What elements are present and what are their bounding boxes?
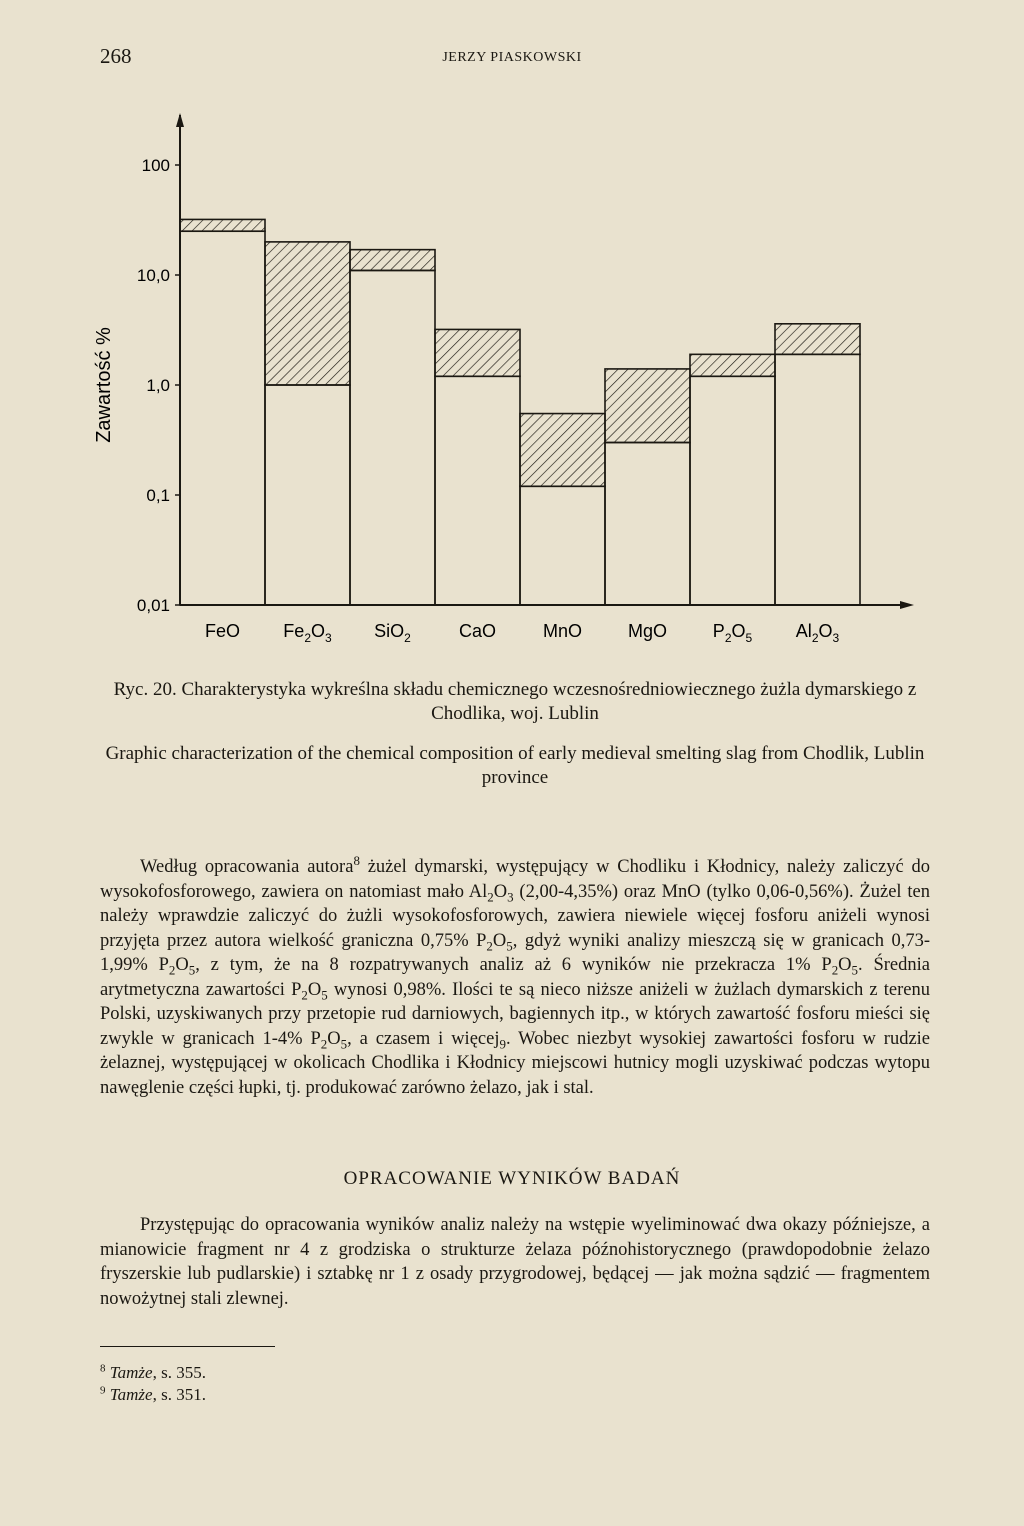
footnote-ref-8: 8 bbox=[353, 852, 360, 868]
x-tick-label: MnO bbox=[542, 621, 583, 641]
footnote-8: $^8$ Tamże, s. 355. bbox=[100, 1362, 206, 1382]
footnote-9: $^9$ Tamże, s. 351. bbox=[100, 1384, 206, 1404]
y-axis-label: Zawartość % bbox=[93, 327, 115, 443]
bar-range bbox=[775, 324, 860, 355]
page-number: 268 bbox=[100, 44, 132, 68]
y-tick-label: 0,01 bbox=[136, 596, 170, 615]
x-tick-label: CaO bbox=[458, 621, 497, 641]
body-paragraph-1: Według opracowania autora$^8$ żużel dymarski, występujący w Chodliku i Kłodnicy, należy zaliczyć do wysokofosforowego, zawiera on natomiast mało $Al_2O_3$ (2,00-4,35%) oraz MnO (tylko 0,06-0,56%). Żużel ten należy wprawdzie zaliczyć do żużli wysokofosforowych, zawiera niewiele więcej fosforu aniżeli wynosi przyjęta przez autora wielkość graniczna 0,75% $P_2O_5$, gdyż wyniki analizy mieszczą się w granicach 0,73-1,99% $P_2O_5$, z tym, że na 8 rozpatrywanych analiz aż 6 wyników nie przekracza 1% $P_2O_5$. Średnia arytmetyczna zawartości $P_2O_5$ wynosi 0,98%. Ilości te są nieco niższe aniżeli w żużlach dymarskich z terenu Polski, uzyskiwanych przy przetopie rud darniowych, bagiennych itp., w których zawartość fosforu mieści się zwykle w granicach 1-4% $P_2O_5$, a czasem i więcej$_9$. Wobec niezbyt wysokiej zawartości fosforu w rudzie żelaznej, występującej w okolicach Chodlika i Kłodnicy miejscowi hutnicy mogli uzyskiwać podczas wytopu nawęglenie części łupki, tj. produkować zarówno żelazo, jak i stal. bbox=[100, 852, 931, 1098]
x-axis-arrow bbox=[900, 601, 914, 609]
x-tick-label: MgO bbox=[627, 621, 668, 641]
bar-min bbox=[690, 376, 775, 605]
bar-range bbox=[690, 354, 775, 376]
y-tick-label: 10,0 bbox=[136, 266, 170, 285]
x-tick-label: $P_2O_5$ bbox=[712, 621, 753, 645]
footnote-divider bbox=[100, 1346, 275, 1347]
y-tick-label: 100 bbox=[141, 156, 170, 175]
y-tick-label: 1,0 bbox=[146, 376, 170, 395]
bar-min bbox=[180, 231, 265, 605]
y-tick-label: 0,1 bbox=[146, 486, 170, 505]
bar-min bbox=[435, 376, 520, 605]
bar-range bbox=[520, 414, 605, 487]
figure-caption-english: Graphic characterization of the chemical composition of early medieval smelting slag from Chodlik, Lublin province bbox=[105, 743, 925, 788]
bar-range bbox=[180, 219, 265, 231]
figure-caption-polish: Ryc. 20. Charakterystyka wykreślna składu chemicznego wczesnośredniowiecznego żużla dymarskiego z Chodlika, woj. Lublin bbox=[113, 679, 917, 724]
x-tick-label: $Al_2O_3$ bbox=[795, 621, 840, 645]
body-paragraph-2: Przystępując do opracowania wyników analiz należy na wstępie wyeliminować dwa okazy późniejsze, a mianowicie fragment nr 4 z grodziska o strukturze żelaza późnohistorycznego (prawdopodobnie żelazo fryszerskie lub pudlarskie) i sztabkę nr 1 z osady przygrodowej, będącej — jak można sądzić — fragmentem nowożytnej stali zlewnej. bbox=[100, 1215, 930, 1309]
x-tick-label: FeO bbox=[204, 621, 241, 641]
bar-min bbox=[775, 354, 860, 605]
section-heading: OPRACOWANIE WYNIKÓW BADAŃ bbox=[343, 1168, 681, 1189]
running-head: JERZY PIASKOWSKI bbox=[442, 50, 582, 65]
y-axis-arrow bbox=[176, 113, 184, 127]
bar-min bbox=[605, 443, 690, 605]
bar-min bbox=[520, 486, 605, 605]
figure-chart bbox=[80, 95, 940, 665]
bar-min bbox=[350, 270, 435, 605]
bar-range bbox=[435, 329, 520, 376]
bar-range bbox=[350, 250, 435, 271]
x-tick-label: $Fe_2O_3$ bbox=[283, 621, 332, 645]
bar-min bbox=[265, 385, 350, 605]
chart-svg bbox=[80, 95, 940, 665]
bar-range bbox=[265, 242, 350, 385]
bar-range bbox=[605, 369, 690, 443]
x-tick-label: SiO$_2$ bbox=[374, 621, 411, 645]
footnotes bbox=[100, 1362, 206, 1406]
